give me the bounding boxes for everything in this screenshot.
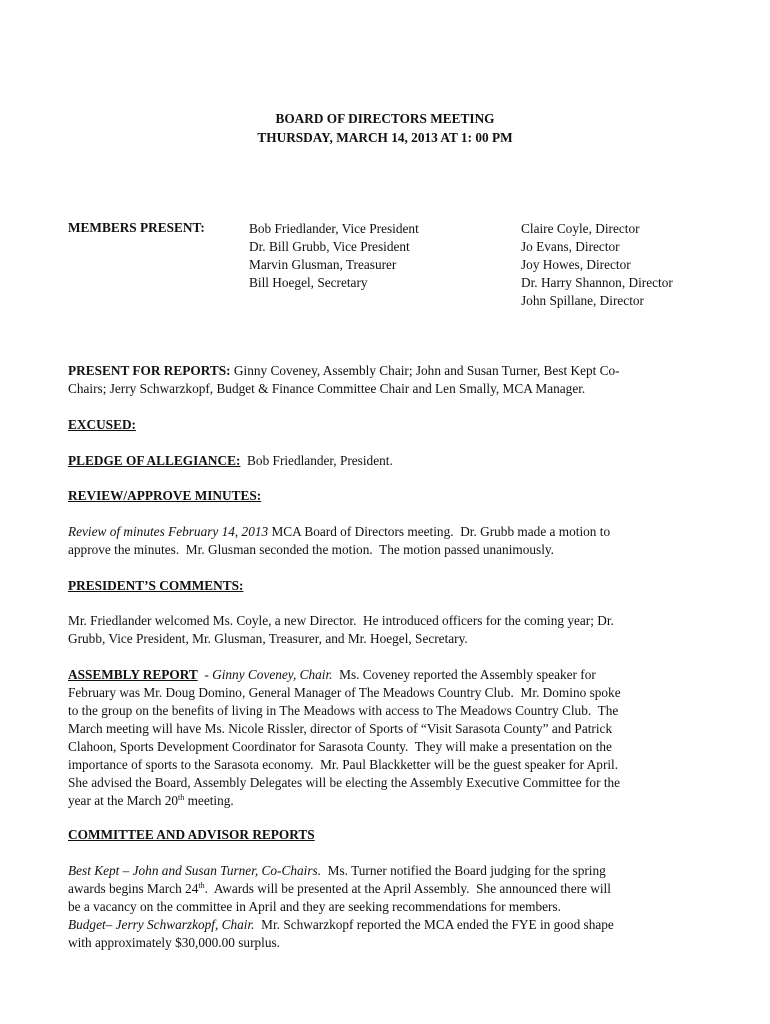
review-minutes-line1: Review of minutes February 14, 2013 MCA Board of Directors meeting. Dr. Grubb made a motion to bbox=[68, 524, 611, 539]
member-entry: Marvin Glusman, Treasurer bbox=[249, 257, 397, 272]
document-subtitle: THURSDAY, MARCH 14, 2013 AT 1: 00 PM bbox=[257, 130, 513, 145]
members-column-officers bbox=[249, 220, 419, 292]
present-for-reports-line2: Chairs; Jerry Schwarzkopf, Budget & Finance Committee Chair and Len Smally, MCA Manager. bbox=[68, 381, 586, 396]
assembly-report-heading: ASSEMBLY REPORT bbox=[68, 667, 198, 682]
best-kept-line3: be a vacancy on the committee in April and they are seeking recommendations for members. bbox=[68, 899, 561, 914]
pledge-heading: PLEDGE OF ALLEGIANCE: bbox=[68, 453, 241, 468]
member-entry: John Spillane, Director bbox=[521, 293, 644, 308]
present-for-reports-line1: PRESENT FOR REPORTS: Ginny Coveney, Assembly Chair; John and Susan Turner, Best Kept Co- bbox=[68, 363, 620, 378]
presidents-comments-heading: PRESIDENT’S COMMENTS: bbox=[68, 578, 244, 593]
assembly-report-line: March meeting will have Ms. Nicole Rissler, director of Sports of “Visit Sarasota County” and Patrick bbox=[68, 721, 613, 736]
best-kept-line1: Best Kept – John and Susan Turner, Co-Chairs. Ms. Turner notified the Board judging for the spring bbox=[68, 863, 606, 878]
review-minutes-line2: approve the minutes. Mr. Glusman seconded the motion. The motion passed unanimously. bbox=[68, 542, 555, 557]
assembly-report-line: She advised the Board, Assembly Delegates will be electing the Assembly Executive Committee for the bbox=[68, 775, 621, 790]
assembly-report-line: importance of sports to the Sarasota economy. Mr. Paul Blackketter will be the guest speaker for April. bbox=[68, 757, 619, 772]
assembly-report-line: February was Mr. Doug Domino, General Manager of The Meadows Country Club. Mr. Domino spoke bbox=[68, 685, 621, 700]
committee-reports-heading: COMMITTEE AND ADVISOR REPORTS bbox=[68, 827, 315, 842]
member-entry: Joy Howes, Director bbox=[521, 257, 631, 272]
budget-line2: with approximately $30,000.00 surplus. bbox=[68, 935, 280, 950]
presidents-comments-line2: Grubb, Vice President, Mr. Glusman, Treasurer, and Mr. Hoegel, Secretary. bbox=[68, 631, 468, 646]
document-title: BOARD OF DIRECTORS MEETING bbox=[275, 111, 495, 126]
present-for-reports-label: PRESENT FOR REPORTS: bbox=[68, 363, 231, 378]
assembly-report-line: to the group on the benefits of living in The Meadows with access to The Meadows Country Club. The bbox=[68, 703, 619, 718]
member-entry: Claire Coyle, Director bbox=[521, 221, 640, 236]
assembly-report-last-line: year at the March 20th meeting. bbox=[68, 793, 234, 808]
member-entry: Jo Evans, Director bbox=[521, 239, 620, 254]
budget-line1: Budget– Jerry Schwarzkopf, Chair. Mr. Schwarzkopf reported the MCA ended the FYE in good shape bbox=[68, 917, 614, 932]
member-entry: Dr. Harry Shannon, Director bbox=[521, 275, 673, 290]
presidents-comments-line1: Mr. Friedlander welcomed Ms. Coyle, a new Director. He introduced officers for the coming year; Dr. bbox=[68, 613, 614, 628]
member-entry: Dr. Bill Grubb, Vice President bbox=[249, 239, 410, 254]
review-minutes-heading: REVIEW/APPROVE MINUTES: bbox=[68, 488, 262, 503]
assembly-report-line: Clahoon, Sports Development Coordinator for Sarasota County. They will make a presentation on the bbox=[68, 739, 612, 754]
pledge-line: PLEDGE OF ALLEGIANCE: Bob Friedlander, President. bbox=[68, 453, 393, 468]
member-entry: Bill Hoegel, Secretary bbox=[249, 275, 368, 290]
members-column-directors bbox=[521, 220, 673, 310]
members-present-label: MEMBERS PRESENT: bbox=[68, 220, 205, 235]
member-entry: Bob Friedlander, Vice President bbox=[249, 221, 419, 236]
best-kept-line2: awards begins March 24th. Awards will be presented at the April Assembly. She announced there will bbox=[68, 881, 611, 896]
excused-heading: EXCUSED: bbox=[68, 417, 136, 432]
assembly-report-line1: ASSEMBLY REPORT - Ginny Coveney, Chair. Ms. Coveney reported the Assembly speaker for bbox=[68, 667, 596, 682]
